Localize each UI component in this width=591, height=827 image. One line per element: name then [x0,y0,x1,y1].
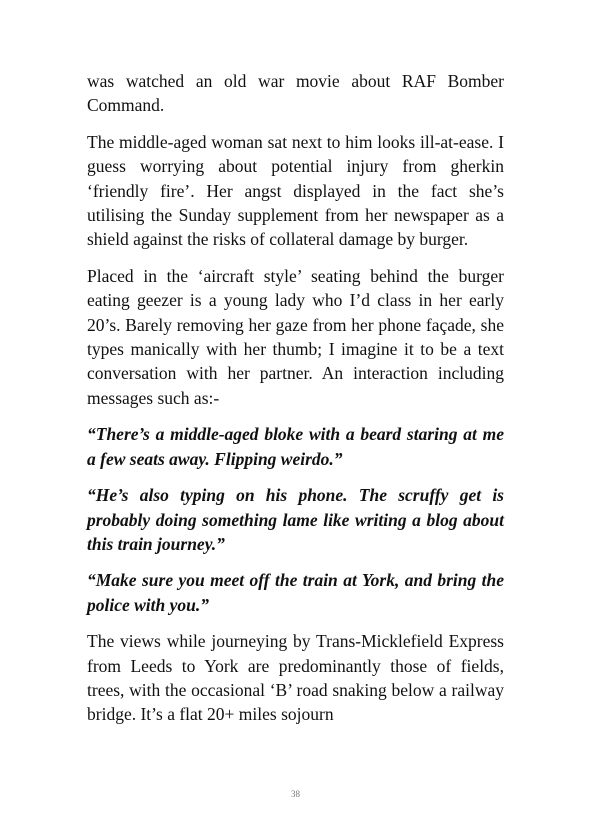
paragraph-young-lady: Placed in the ‘aircraft style’ seating behind the burger eating geezer is a young lady who I’d class in her early 20’s. Barely removing her gaze from her phone façade, she types manically with her thumb; I imagine it to be a text conversation with her partner. An interaction including messages such as:- [87,265,504,408]
body-text [87,69,504,739]
quote-message-weirdo: “There’s a middle-aged bloke with a beard staring at me a few seats away. Flipping weirdo.” [87,424,504,469]
paragraph-continuation: was watched an old war movie about RAF Bomber Command. [87,71,504,116]
quote-message-blog: “He’s also typing on his phone. The scruffy get is probably doing something lame like writing a blog about this train journey.” [87,485,504,554]
paragraph-views: The views while journeying by Trans-Micklefield Express from Leeds to York are predominantly those of fields, trees, with the occasional ‘B’ road snaking below a railway bridge. It’s a flat 20+ miles sojourn [87,631,504,725]
quote-message-police: “Make sure you meet off the train at York, and bring the police with you.” [87,570,504,615]
page-number: 38 [291,789,300,799]
paragraph-middle-aged-woman: The middle-aged woman sat next to him looks ill-at-ease. I guess worrying about potential injury from gherkin ‘friendly fire’. Her angst displayed in the fact she’s utilising the Sunday supplement from her newspaper as a shield against the risks of collateral damage by burger. [87,131,504,250]
